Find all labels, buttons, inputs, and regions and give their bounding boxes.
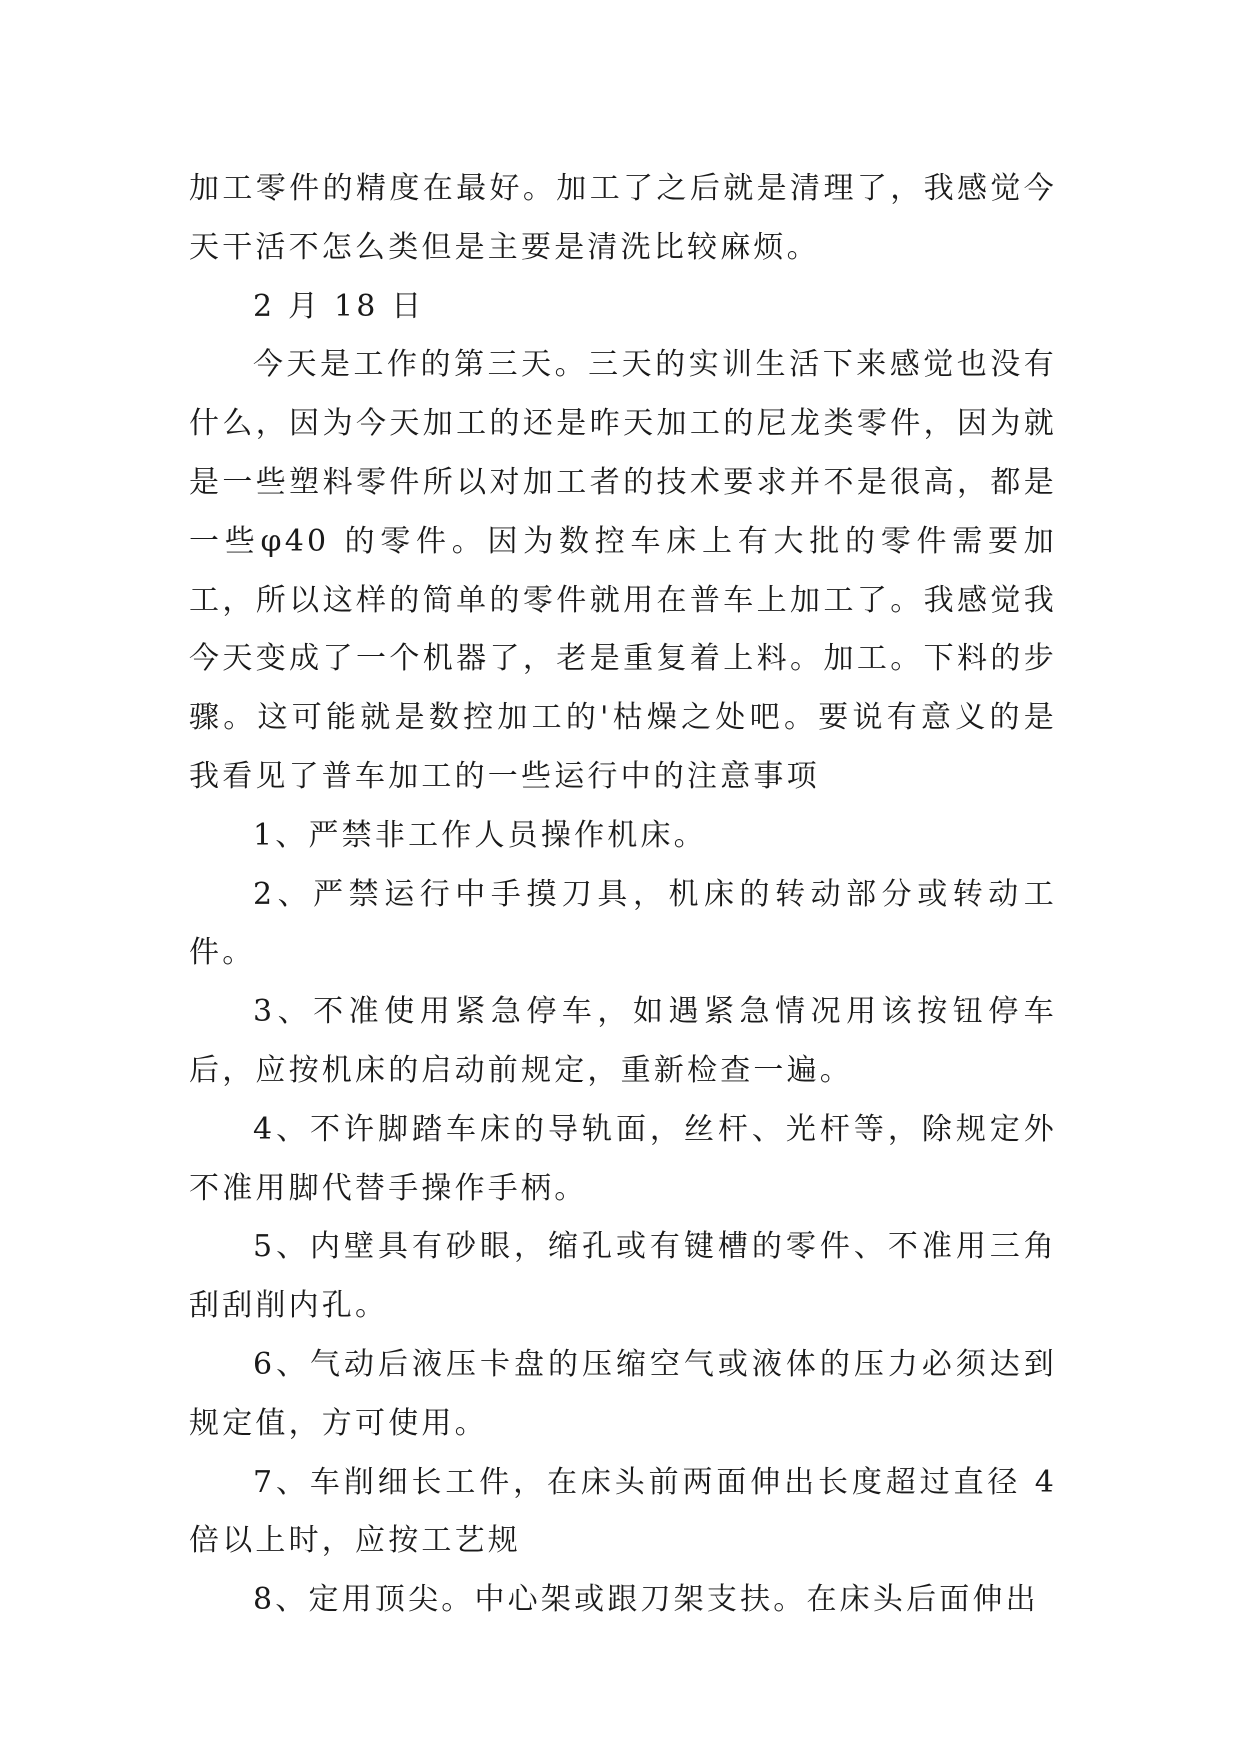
rule-item-2: 2、严禁运行中手摸刀具，机床的转动部分或转动工件。 [189,876,1057,971]
rule-item-6: 6、气动后液压卡盘的压缩空气或液体的压力必须达到规定值，方可使用。 [189,1346,1057,1441]
rule-item-3: 3、不准使用紧急停车，如遇紧急情况用该按钮停车后，应按机床的启动前规定，重新检查一遍。 [189,994,1057,1088]
paragraph-continuation: 加工零件的精度在最好。加工了之后就是清理了，我感觉今天干活不怎么类但是主要是清洗比较麻烦。 [189,171,1057,265]
date-heading: 2 月 18 日 [253,288,425,324]
document-body [189,160,1057,1630]
paragraph-day-three: 今天是工作的第三天。三天的实训生活下来感觉也没有什么，因为今天加工的还是昨天加工的尼龙类零件，因为就是一些塑料零件所以对加工者的技术要求并不是很高，都是一些φ40 的零件。因为数控车床上有大批的零件需要加工，所以这样的简单的零件就用在普车上加工了。我感觉我今天变成了一个机器了，老是重复着上料。加工。下料的步骤。这可能就是数控加工的'枯燥之处吧。要说有意义的是我看见了普车加工的一些运行中的注意事项 [189,347,1057,794]
rule-item-5: 5、内壁具有砂眼，缩孔或有键槽的零件、不准用三角刮刮削内孔。 [189,1229,1057,1324]
rule-item-8: 8、定用顶尖。中心架或跟刀架支扶。在床头后面伸出 [253,1582,1039,1618]
rule-item-1: 1、严禁非工作人员操作机床。 [253,817,707,853]
rule-item-7: 7、车削细长工件，在床头前两面伸出长度超过直径 4 倍以上时，应按工艺规 [189,1464,1057,1559]
rule-item-4: 4、不许脚踏车床的导轨面，丝杆、光杆等，除规定外不准用脚代替手操作手柄。 [189,1111,1057,1206]
